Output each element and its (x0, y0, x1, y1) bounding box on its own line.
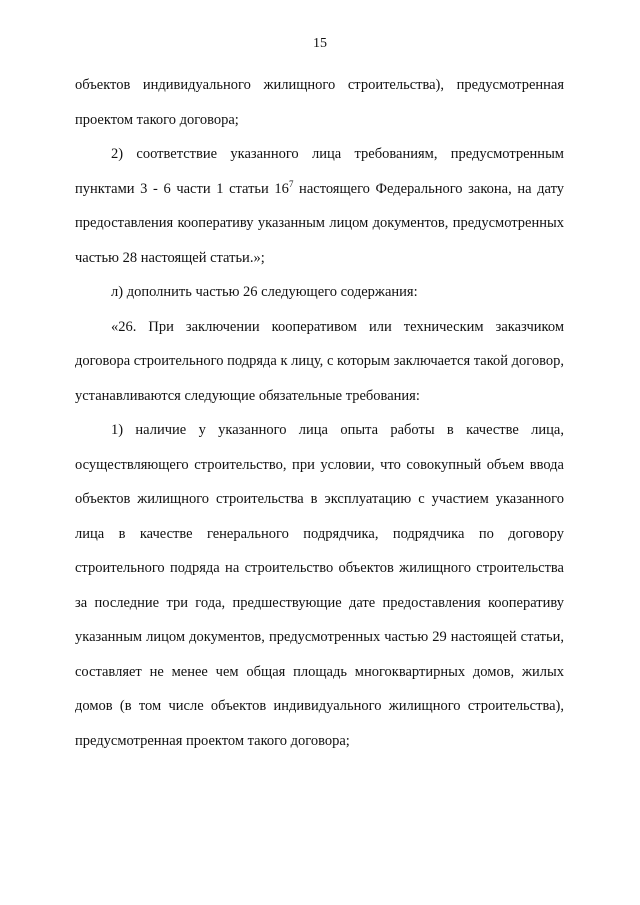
paragraph-item-2-text-before: 2) соответствие указанного лица требованиям, предусмотренным пунктами 3 - 6 части 1 статьи 16 (75, 146, 564, 197)
paragraph-continuation: объектов индивидуального жилищного строительства), предусмотренная проектом такого договора; (75, 77, 564, 128)
superscript-article-index: 7 (288, 178, 294, 189)
paragraph-item-2 (75, 137, 564, 275)
document-body (75, 68, 564, 758)
paragraph-amendment-l: л) дополнить частью 26 следующего содержания: (111, 284, 418, 300)
page-number: 15 (313, 36, 327, 51)
paragraph-item-2-text-after: настоящего Федерального закона, на дату предоставления кооперативу указанным лицом документов, предусмотренных частью 28 настоящей статьи.»; (75, 180, 564, 266)
paragraph-requirement-1: 1) наличие у указанного лица опыта работы в качестве лица, осуществляющего строительство, при условии, что совокупный объем ввода объектов жилищного строительства в эксплуатацию с участием указанного лица в качестве генерального подрядчика, подрядчика по договору строительного подряда на строительство объектов жилищного строительства за последние три года, предшествующие дате предоставления кооперативу указанным лицом документов, предусмотренных частью 29 настоящей статьи, составляет не менее чем общая площадь многоквартирных домов, жилых домов (в том числе объектов индивидуального жилищного строительства), предусмотренная проектом такого договора; (75, 422, 564, 749)
paragraph-part-26: «26. При заключении кооперативом или техническим заказчиком договора строительного подряда к лицу, с которым заключается такой договор, устанавливаются следующие обязательные требования: (75, 318, 564, 404)
